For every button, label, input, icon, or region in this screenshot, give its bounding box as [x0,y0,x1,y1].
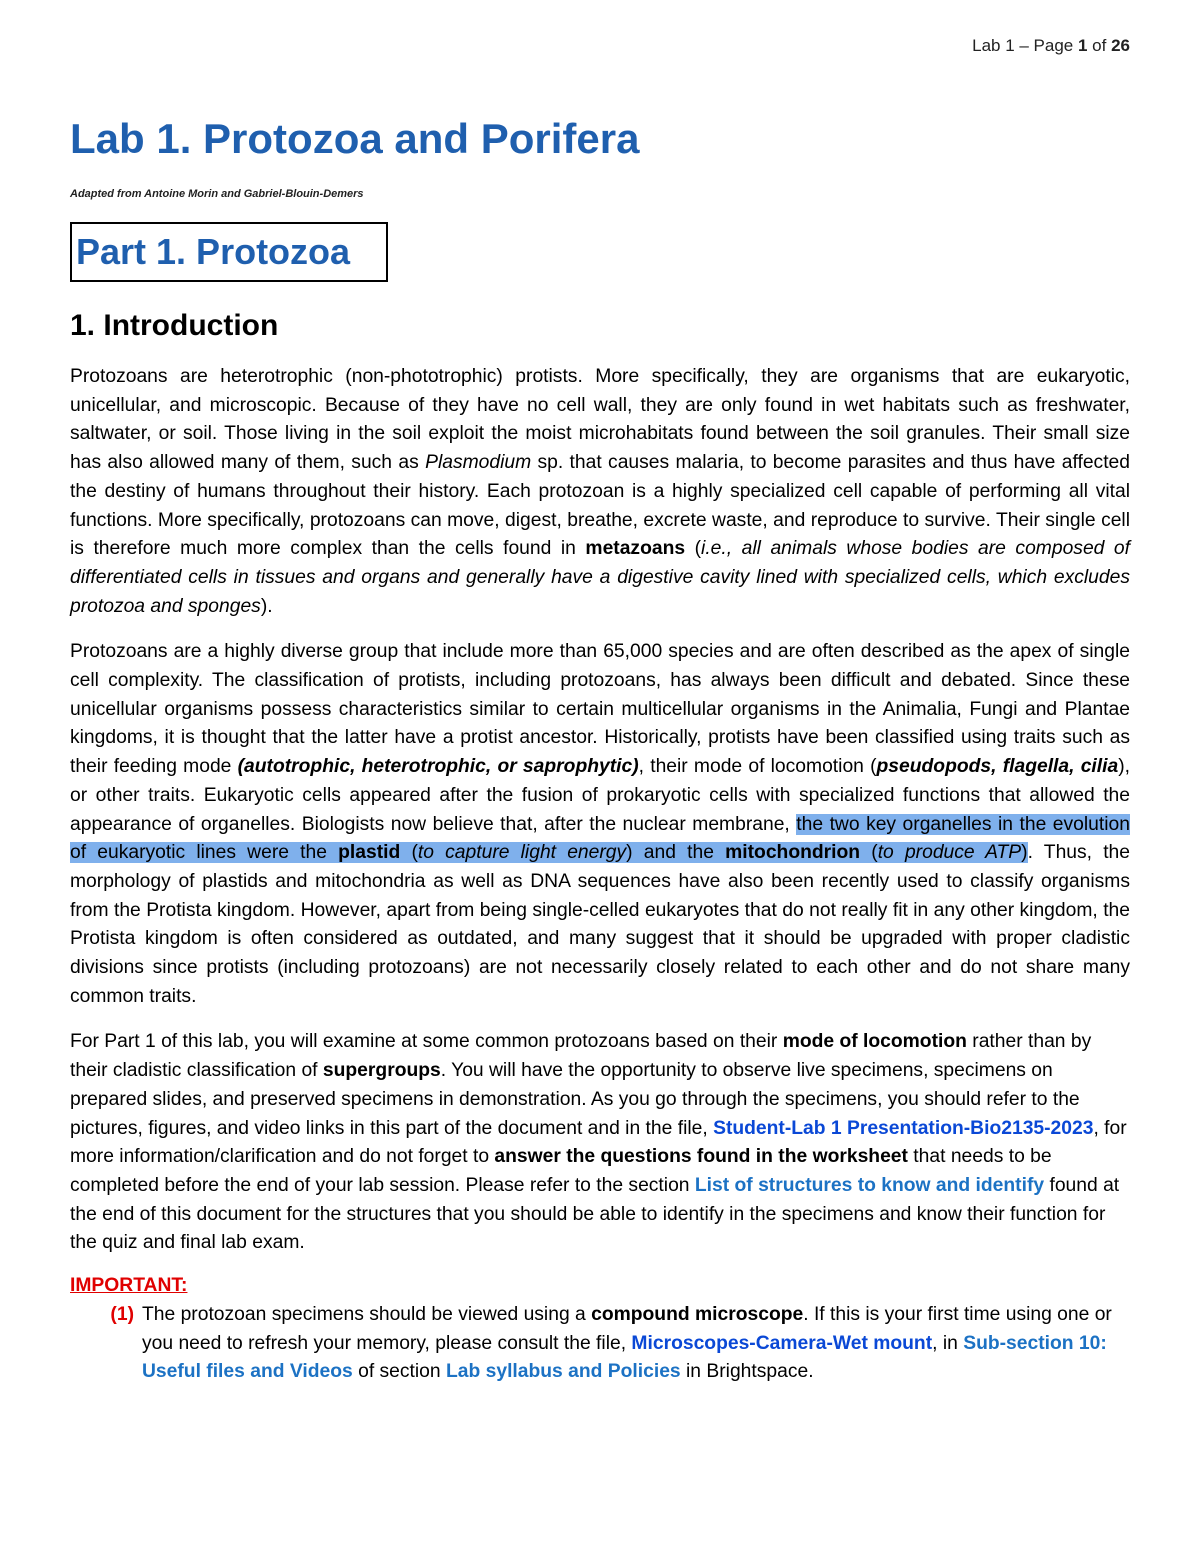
document-title: Lab 1. Protozoa and Porifera [70,115,640,162]
metazoans-term: metazoans [585,538,686,560]
syllabus-link[interactable]: Lab syllabus and Policies [445,1361,681,1383]
presentation-file-link[interactable]: Student-Lab 1 Presentation-Bio2135-2023 [713,1117,1094,1139]
intro-paragraph-3: For Part 1 of this lab, you will examine at some common protozoans based on their mode of locomotion rather than by their cladistic classification of supergroups. You will have the opportunity to observe live specimens, specimens on prepared slides, and preserved specimens in demonstration. As you go through the specimens, you should refer to the pictures, figures, and video links in this part of the document and in the file, Student-Lab 1 Presentation-Bio2135-2023, for more information/clarification and do not forget to answer the questions found in the worksheet that needs to be completed before the end of your lab session. Please refer to the section List of structures to know and identify found at the end of this document for the structures that you should be able to identify in the specimens and know their function for the quiz and final lab exam. [70,1031,1127,1254]
important-list [70,1301,1130,1387]
page-of-label: of [1087,36,1112,55]
microscopes-file-link[interactable]: Microscopes-Camera-Wet mount [631,1332,933,1354]
attribution: Adapted from Antoine Morin and Gabriel-Blouin-Demers [70,188,364,200]
list-item: (1) The protozoan specimens should be viewed using a compound microscope. If this is your first time using one or you need to refresh your memory, please consult the file, Microscopes-Camera-Wet mount, in Sub-section 10: Useful files and Videos of section Lab syllabus and Policies in Brightspace. [70,1301,1130,1387]
intro-paragraph-2: Protozoans are a highly diverse group that include more than 65,000 species and are often described as the apex of single cell complexity. The classification of protists, including protozoans, has always been difficult and debated. Since these unicellular organisms possess characteristics similar to certain multicellular organisms in the Animalia, Fungi and Plantae kingdoms, it is thought that the latter have a protist ancestor. Historically, protists have been classified using traits such as their feeding mode (autotrophic, heterotrophic, or saprophytic), their mode of locomotion (pseudopods, flagella, cilia), or other traits. Eukaryotic cells appeared after the fusion of prokaryotic cells with specialized functions that allowed the appearance of organelles. Biologists now believe that, after the nuclear membrane, the two key organelles in the evolution of eukaryotic lines were the plastid (to capture light energy) and the mitochondrion (to produce ATP). Thus, the morphology of plastids and mitochondria as well as DNA sequences have also been recently used to classify organisms from the Protista kingdom. However, apart from being single-celled eukaryotes that do not really fit in any other kingdom, the Protista kingdom is often considered as outdated, and many suggest that it should be upgraded with proper cladistic divisions since protists (including protozoans) are not necessarily closely related to each other and do not share many common traits. [70,641,1130,1007]
intro-paragraph-1: Protozoans are heterotrophic (non-phototrophic) protists. More specifically, they are organisms that are eukaryotic, unicellular, and microscopic. Because of they have no cell wall, they are only found in wet habitats such as freshwater, saltwater, or soil. Those living in the soil exploit the moist microhabitats found between the soil granules. Their small size has also allowed many of them, such as Plasmodium sp. that causes malaria, to become parasites and thus have affected the destiny of humans throughout their history. Each protozoan is a highly specialized cell capable of performing all vital functions. More specifically, protozoans can move, digest, breathe, excrete waste, and reproduce to survive. Their single cell is therefore much more complex than the cells found in metazoans (i.e., all animals whose bodies are composed of differentiated cells in tissues and organs and generally have a digestive cavity lined with specialized cells, which excludes protozoa and sponges). [70,366,1130,617]
important-label: IMPORTANT: [70,1275,188,1297]
document-body [70,110,1130,1387]
structures-list-link[interactable]: List of structures to know and identify [694,1174,1045,1196]
highlighted-text: the two key organelles in the evolution of eukaryotic lines were the plastid (to capture light energy) and the mitochondrion (to produce ATP) [70,813,1130,864]
page-header [972,36,1130,56]
page-label: Lab 1 – Page [972,36,1078,55]
plasmodium-term: Plasmodium [425,452,532,474]
list-number: (1) [110,1303,134,1325]
page-total: 26 [1111,36,1130,55]
useful-files-link[interactable]: Sub-section 10: Useful files and Videos [142,1332,1107,1383]
page-number: 1 [1077,36,1088,55]
section-heading: 1. Introduction [70,309,279,342]
part-heading: Part 1. Protozoa [70,222,388,282]
